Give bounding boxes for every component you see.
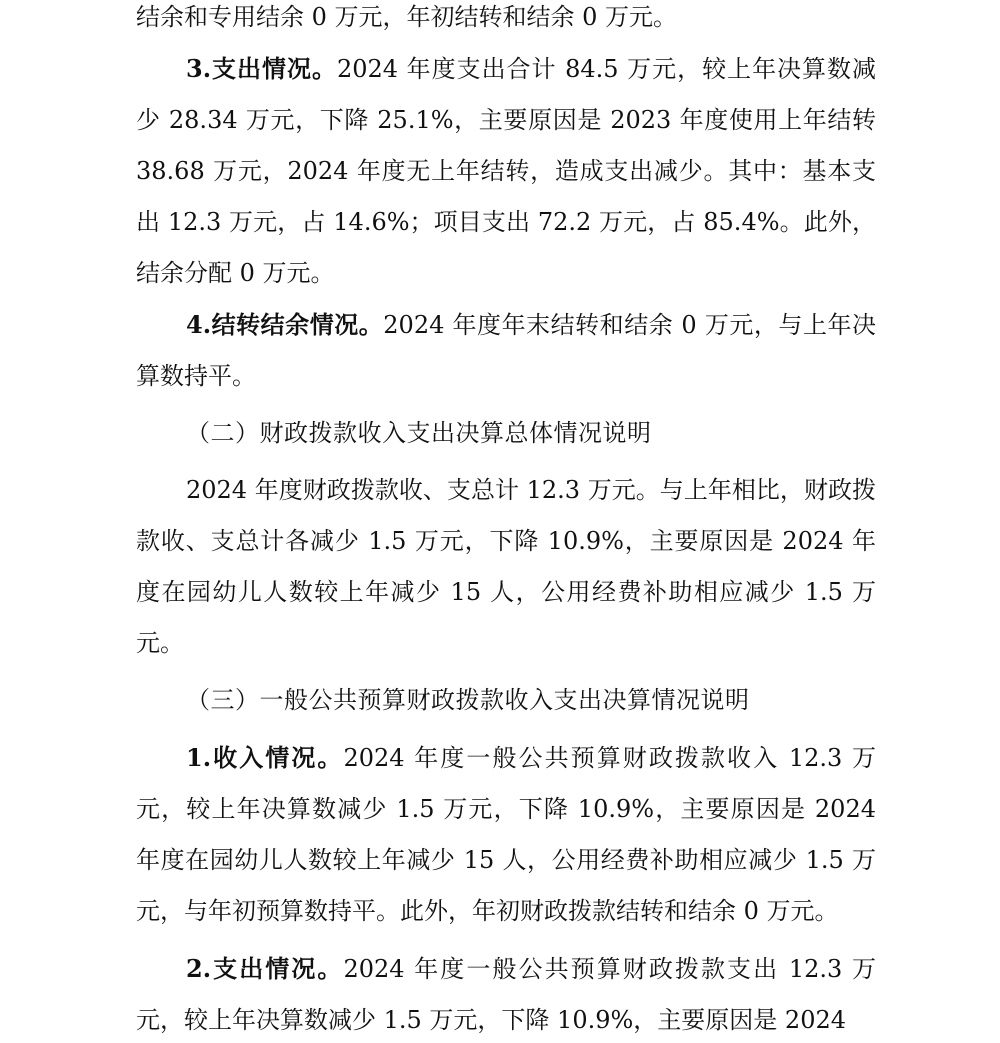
paragraph-expenditure [136, 43, 876, 299]
paragraph-text: 2024 年度财政拨款收、支总计 12.3 万元。与上年相比，财政拨款收、支总计各减少 1.5 万元，下降 10.9%，主要原因是 2024 年度在园幼儿人数较上年减少 15 人，公用经费补助相应减少 1.5 万元。 [136, 476, 876, 657]
paragraph-text: 2024 年度年末结转和结余 0 万元，与上年决算数持平。 [136, 311, 877, 390]
text-column [136, 0, 876, 1043]
paragraph-lead: 3.支出情况。 [186, 54, 337, 83]
paragraph-lead: 4.结转结余情况。 [186, 310, 384, 339]
paragraph-text: 结余和专用结余 0 万元，年初结转和结余 0 万元。 [136, 3, 678, 31]
paragraph-text: 2024 年度支出合计 84.5 万元，较上年决算数减少 28.34 万元，下降 25.1%，主要原因是 2023 年度使用上年结转 38.68 万元，2024 年度无上年结转，造成支出减少。其中：基本支出 12.3 万元，占 14.6%；项目支出 72.2 万元，占 85.4%。此外，结余分配 0 万元。 [136, 55, 876, 287]
paragraph-lead: 1.收入情况。 [186, 743, 344, 772]
paragraph-general-expenditure [136, 943, 876, 1043]
paragraph-income [136, 732, 876, 937]
section-heading-general-budget: （三）一般公共预算财政拨款收入支出决算情况说明 [186, 686, 750, 714]
paragraph-balance-summary [136, 0, 876, 43]
paragraph-lead: 2.支出情况。 [186, 954, 344, 983]
paragraph-text: 2024 年度一般公共预算财政拨款支出 12.3 万元，较上年决算数减少 1.5 万元，下降 10.9%，主要原因是 2024 [136, 955, 877, 1034]
paragraph-fiscal-overview [136, 465, 876, 669]
paragraph-carryover [136, 299, 876, 402]
paragraph-text: 2024 年度一般公共预算财政拨款收入 12.3 万元，较上年决算数减少 1.5 万元，下降 10.9%，主要原因是 2024 年度在园幼儿人数较上年减少 15 人，公用经费补助相应减少 1.5 万元，与年初预算数持平。此外，年初财政拨款结转和结余 0 万元。 [136, 744, 877, 925]
section-heading-fiscal-overview: （二）财政拨款收入支出决算总体情况说明 [186, 419, 652, 447]
